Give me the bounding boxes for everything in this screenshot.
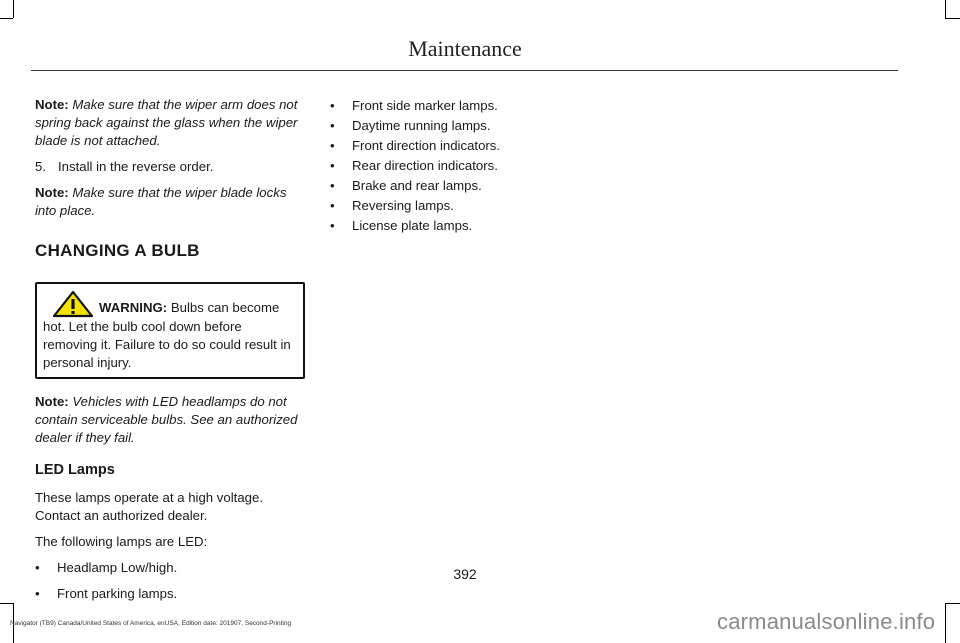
- subsection-title: LED Lamps: [35, 462, 115, 478]
- note-wiper-blade: [35, 184, 305, 220]
- note-label: Note:: [35, 394, 69, 409]
- warning-text: Bulbs can become hot. Let the bulb cool down before removing it. Failure to do so could result in personal injury.: [43, 300, 291, 370]
- crop-mark-top-left-h: [0, 18, 13, 19]
- note-label: Note:: [35, 97, 69, 112]
- list-item: • Front parking lamps.: [35, 585, 305, 603]
- crop-mark-bottom-right-h: [945, 603, 960, 604]
- right-column: [330, 96, 600, 236]
- warning-box: [35, 282, 305, 379]
- warning-triangle-icon: [51, 290, 95, 318]
- warning-label: WARNING:: [99, 300, 168, 315]
- list-item: • Front side marker lamps.: [330, 96, 600, 116]
- note-text: Make sure that the wiper arm does not spring back against the glass when the wiper blade is not attached.: [35, 97, 298, 148]
- note-text: Make sure that the wiper blade locks into place.: [35, 185, 287, 218]
- list-item: • Reversing lamps.: [330, 196, 600, 216]
- led-lamp-list-continued: [330, 96, 600, 236]
- footer-edition-info: Navigator (TB9) Canada/United States of America, enUSA, Edition date: 201907, Second-Printing: [10, 620, 292, 627]
- crop-mark-top-right-h: [945, 18, 960, 19]
- note-wiper-arm: [35, 96, 305, 150]
- crop-mark-bottom-right-v: [945, 603, 946, 643]
- note-label: Note:: [35, 185, 69, 200]
- list-item: • Rear direction indicators.: [330, 156, 600, 176]
- list-item: • Daytime running lamps.: [330, 116, 600, 136]
- crop-mark-top-right-v: [945, 0, 946, 18]
- note-led-headlamps: [35, 393, 305, 447]
- left-column: [35, 96, 305, 611]
- crop-mark-top-left-v: [13, 0, 14, 18]
- header-divider: [31, 70, 898, 71]
- list-item: • Brake and rear lamps.: [330, 176, 600, 196]
- list-item: • Front direction indicators.: [330, 136, 600, 156]
- note-text: Vehicles with LED headlamps do not contain serviceable bulbs. See an authorized dealer if they fail.: [35, 394, 298, 445]
- paragraph-high-voltage: These lamps operate at a high voltage. Contact an authorized dealer.: [35, 490, 263, 523]
- page-number: 392: [453, 566, 477, 582]
- section-title: CHANGING A BULB: [35, 241, 200, 260]
- page-header-title: Maintenance: [408, 36, 522, 61]
- watermark: carmanualsonline.info: [717, 609, 936, 634]
- step-text: Install in the reverse order.: [58, 159, 214, 174]
- step-number: 5.: [35, 159, 46, 174]
- crop-mark-bottom-left-h: [0, 603, 13, 604]
- list-item: • License plate lamps.: [330, 216, 600, 236]
- list-item: • Headlamp Low/high.: [35, 559, 305, 577]
- paragraph-led-list-intro: The following lamps are LED:: [35, 534, 208, 549]
- step-5: [35, 158, 305, 176]
